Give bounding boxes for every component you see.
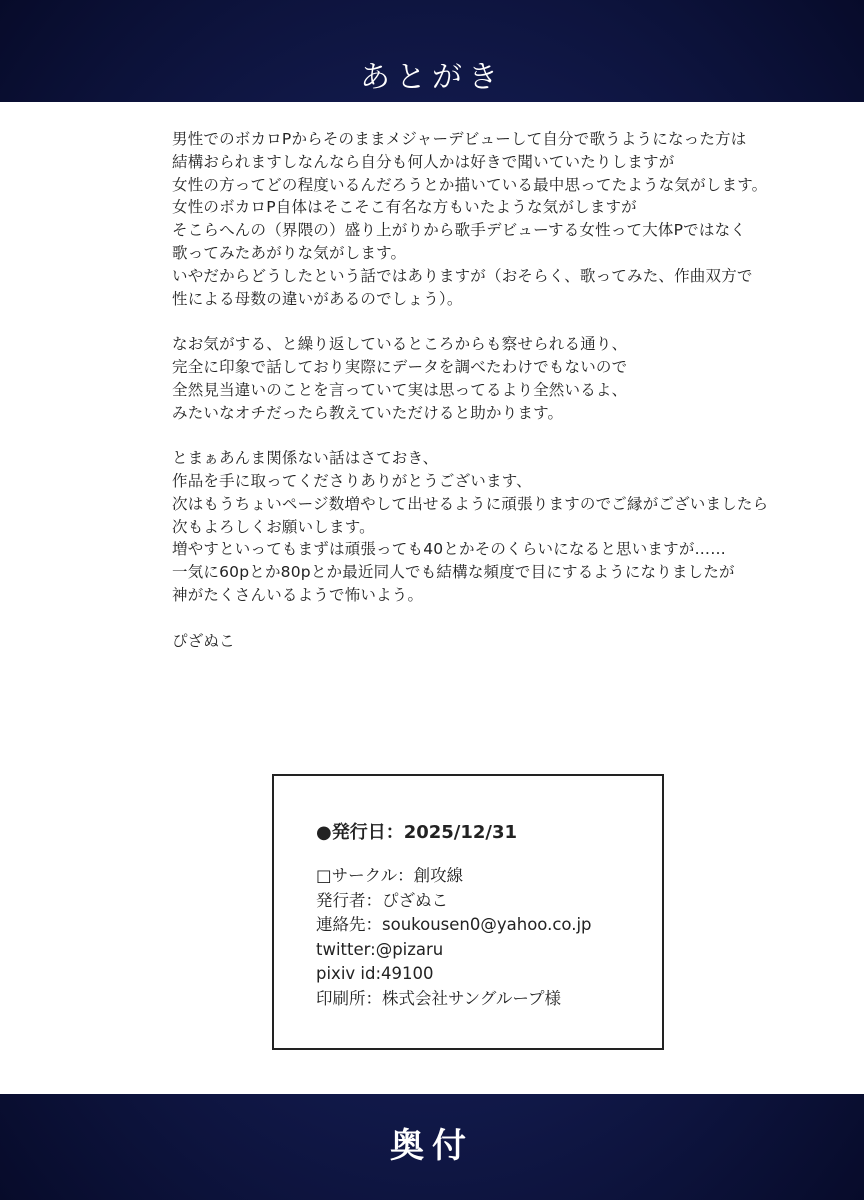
author-signature [172,630,822,653]
colophon-heading: 奥付 [390,1126,474,1166]
text-line: 次はもうちょいページ数増やして出せるように頑張りますのでご縁がございましたら [172,494,769,513]
publish-date: ●発行日：2025/12/31 [316,822,518,843]
contact-email: 連絡先：soukousen0@yahoo.co.jp [316,915,592,935]
text-line: とまぁあんま関係ない話はさておき、 [172,449,439,468]
printer: 印刷所：株式会社サングループ様 [316,988,562,1008]
text-line: 神がたくさんいるようで怖いよう。 [172,585,424,604]
publisher: 発行者：ぴざぬこ [316,890,448,910]
afterword-paragraph [172,128,822,310]
text-line: 全然見当違いのことを言っていて実は思ってるより全然いるよ、 [172,380,628,399]
text-line: 作品を手に取ってくださりありがとうございます、 [172,471,532,490]
pixiv-id: pixiv id:49100 [316,964,434,984]
afterword-text [172,128,822,652]
text-line: 男性でのボカロPからそのままメジャーデビューして自分で歌うようになった方は [172,130,747,148]
circle-name: □サークル：創攻線 [316,866,464,885]
text-line: いやだからどうしたという話ではありますが（おそらく、歌ってみた、作曲双方で [172,266,753,285]
text-line: 増やすといってもまずは頑張っても40とかそのくらいになると思いますが…… [172,540,726,559]
text-line: 一気に60pとか80pとか最近同人でも結構な頻度で目にするようになりましたが [172,563,735,582]
colophon-box [272,774,664,1050]
page-title: あとがき [360,60,504,95]
text-line: そこらへんの（界隈の）盛り上がりから歌手デビューする女性って大体Pではなく [172,221,746,240]
afterword-paragraph [172,333,822,424]
afterword-paragraph [172,447,822,607]
text-line: ぴざぬこ [172,631,235,650]
text-line: なお気がする、と繰り返しているところからも察せられる通り、 [172,335,628,354]
text-line: 性による母数の違いがあるのでしょう）。 [172,289,463,308]
text-line: 女性の方ってどの程度いるんだろうとか描いている最中思ってたような気がします。 [172,175,768,194]
colophon-details [316,864,592,1012]
afterword-page [0,102,864,1094]
text-line: 女性のボカロP自体はそこそこ有名な方もいたような気がしますが [172,198,637,217]
text-line: 次もよろしくお願いします。 [172,517,375,536]
text-line: みたいなオチだったら教えていただけると助かります。 [172,403,564,422]
twitter-handle: twitter:@pizaru [316,939,444,959]
text-line: 結構おられますしなんなら自分も何人かは好きで聞いていたりしますが [172,152,675,171]
text-line: 完全に印象で話しており実際にデータを調べたわけでもないので [172,357,628,376]
text-line: 歌ってみたあがりな気がします。 [172,243,407,262]
